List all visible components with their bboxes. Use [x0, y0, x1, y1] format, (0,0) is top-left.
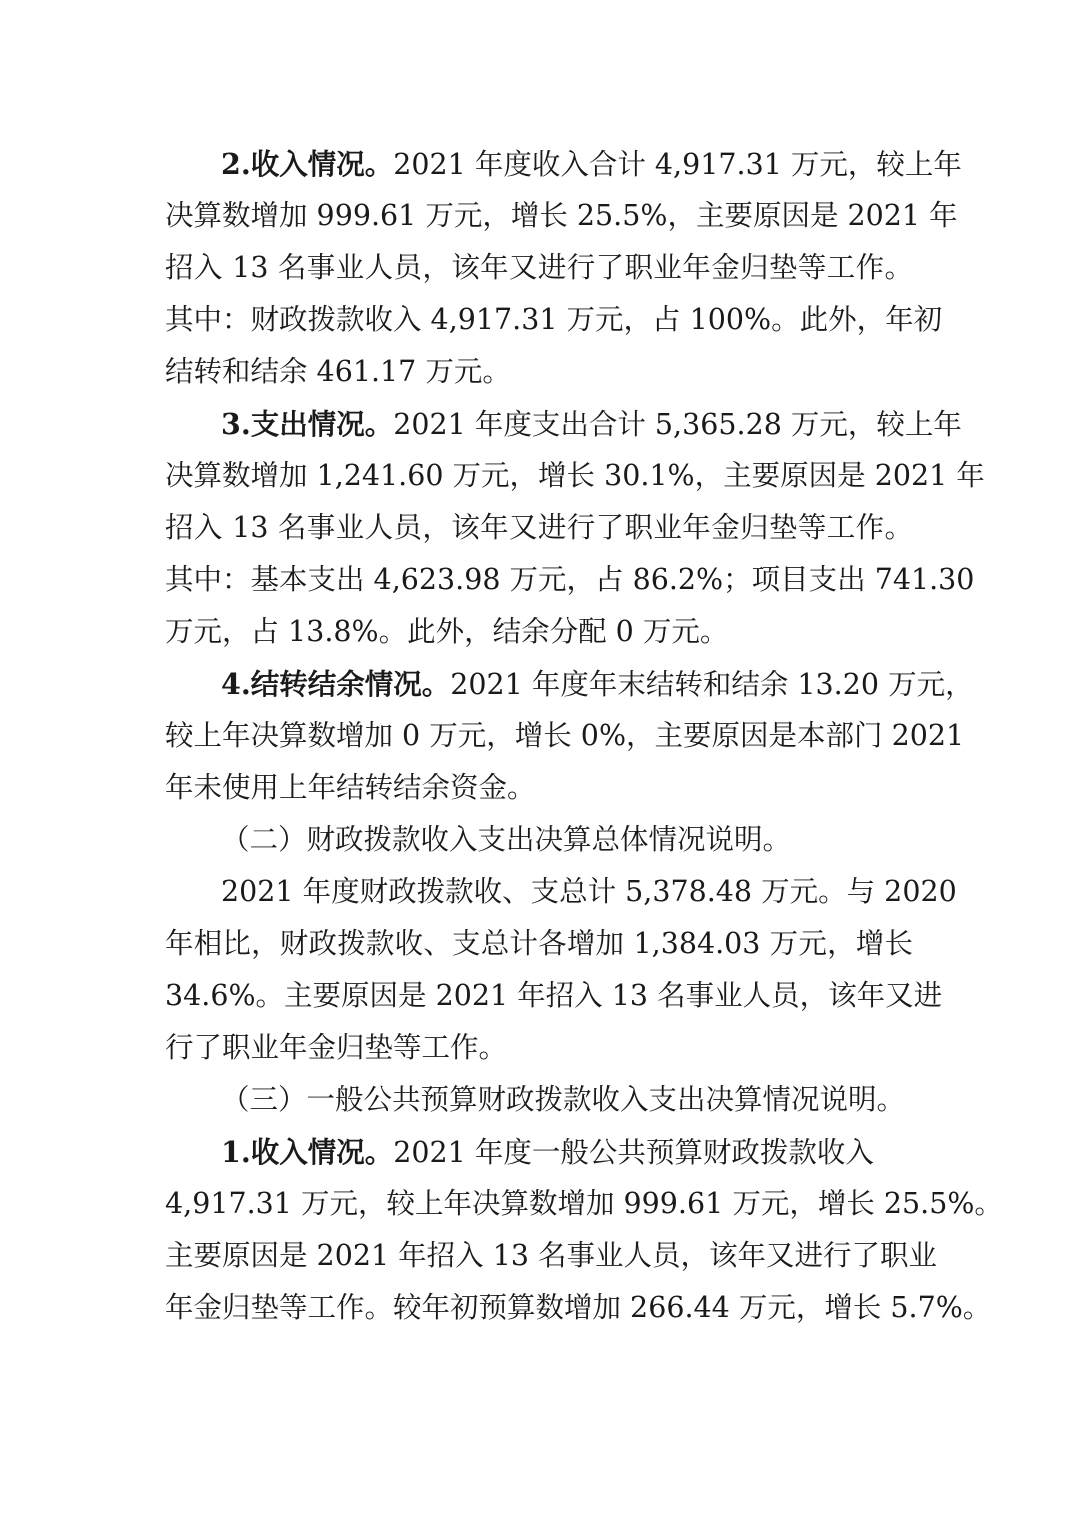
- general-income-text: 2021 年度一般公共预算财政拨款收入: [393, 1136, 874, 1169]
- paragraph-expense-line-2: 决算数增加 1,241.60 万元，增长 30.1%，主要原因是 2021 年: [165, 459, 985, 492]
- paragraph-general-income-line-4: 年金归垫等工作。较年初预算数增加 266.44 万元，增长 5.7%。: [165, 1291, 992, 1324]
- paragraph-income-line-2: 决算数增加 999.61 万元，增长 25.5%，主要原因是 2021 年: [165, 199, 958, 232]
- paragraph-expense-line-5: 万元，占 13.8%。此外，结余分配 0 万元。: [165, 615, 729, 648]
- income-text: 2021 年度收入合计 4,917.31 万元，较上年: [393, 148, 962, 181]
- paragraph-appropriation-line-4: 行了职业年金归垫等工作。: [165, 1031, 508, 1064]
- paragraph-appropriation-line-2: 年相比，财政拨款收、支总计各增加 1,384.03 万元，增长: [165, 927, 913, 960]
- paragraph-general-income-line-3: 主要原因是 2021 年招入 13 名事业人员，该年又进行了职业: [165, 1239, 938, 1272]
- paragraph-income-line-1: [221, 147, 962, 181]
- paragraph-income-line-4: 其中：财政拨款收入 4,917.31 万元，占 100%。此外，年初: [165, 303, 943, 336]
- paragraph-appropriation-line-1: 2021 年度财政拨款收、支总计 5,378.48 万元。与 2020: [221, 875, 957, 908]
- expense-heading: 3.支出情况。: [221, 407, 394, 441]
- paragraph-expense-line-4: 其中：基本支出 4,623.98 万元，占 86.2%；项目支出 741.30: [165, 563, 975, 596]
- balance-text: 2021 年度年末结转和结余 13.20 万元，: [450, 668, 974, 701]
- section-heading-2: （二）财政拨款收入支出决算总体情况说明。: [221, 823, 792, 856]
- paragraph-general-income-line-2: 4,917.31 万元，较上年决算数增加 999.61 万元，增长 25.5%。: [165, 1187, 1003, 1220]
- section-heading-3: （三）一般公共预算财政拨款收入支出决算情况说明。: [221, 1083, 906, 1116]
- paragraph-balance-line-2: 较上年决算数增加 0 万元，增长 0%，主要原因是本部门 2021: [165, 719, 965, 752]
- expense-text: 2021 年度支出合计 5,365.28 万元，较上年: [393, 408, 962, 441]
- paragraph-income-line-3: 招入 13 名事业人员，该年又进行了职业年金归垫等工作。: [165, 251, 913, 284]
- paragraph-expense-line-1: [221, 407, 962, 441]
- paragraph-appropriation-line-3: 34.6%。主要原因是 2021 年招入 13 名事业人员，该年又进: [165, 979, 943, 1012]
- balance-heading: 4.结转结余情况。: [221, 667, 451, 701]
- paragraph-income-line-5: 结转和结余 461.17 万元。: [165, 355, 511, 388]
- paragraph-balance-line-1: [221, 667, 974, 701]
- paragraph-expense-line-3: 招入 13 名事业人员，该年又进行了职业年金归垫等工作。: [165, 511, 913, 544]
- paragraph-balance-line-3: 年未使用上年结转结余资金。: [165, 771, 536, 804]
- income-heading: 2.收入情况。: [221, 147, 394, 181]
- paragraph-general-income-line-1: [221, 1135, 913, 1169]
- general-income-heading: 1.收入情况。: [221, 1135, 394, 1169]
